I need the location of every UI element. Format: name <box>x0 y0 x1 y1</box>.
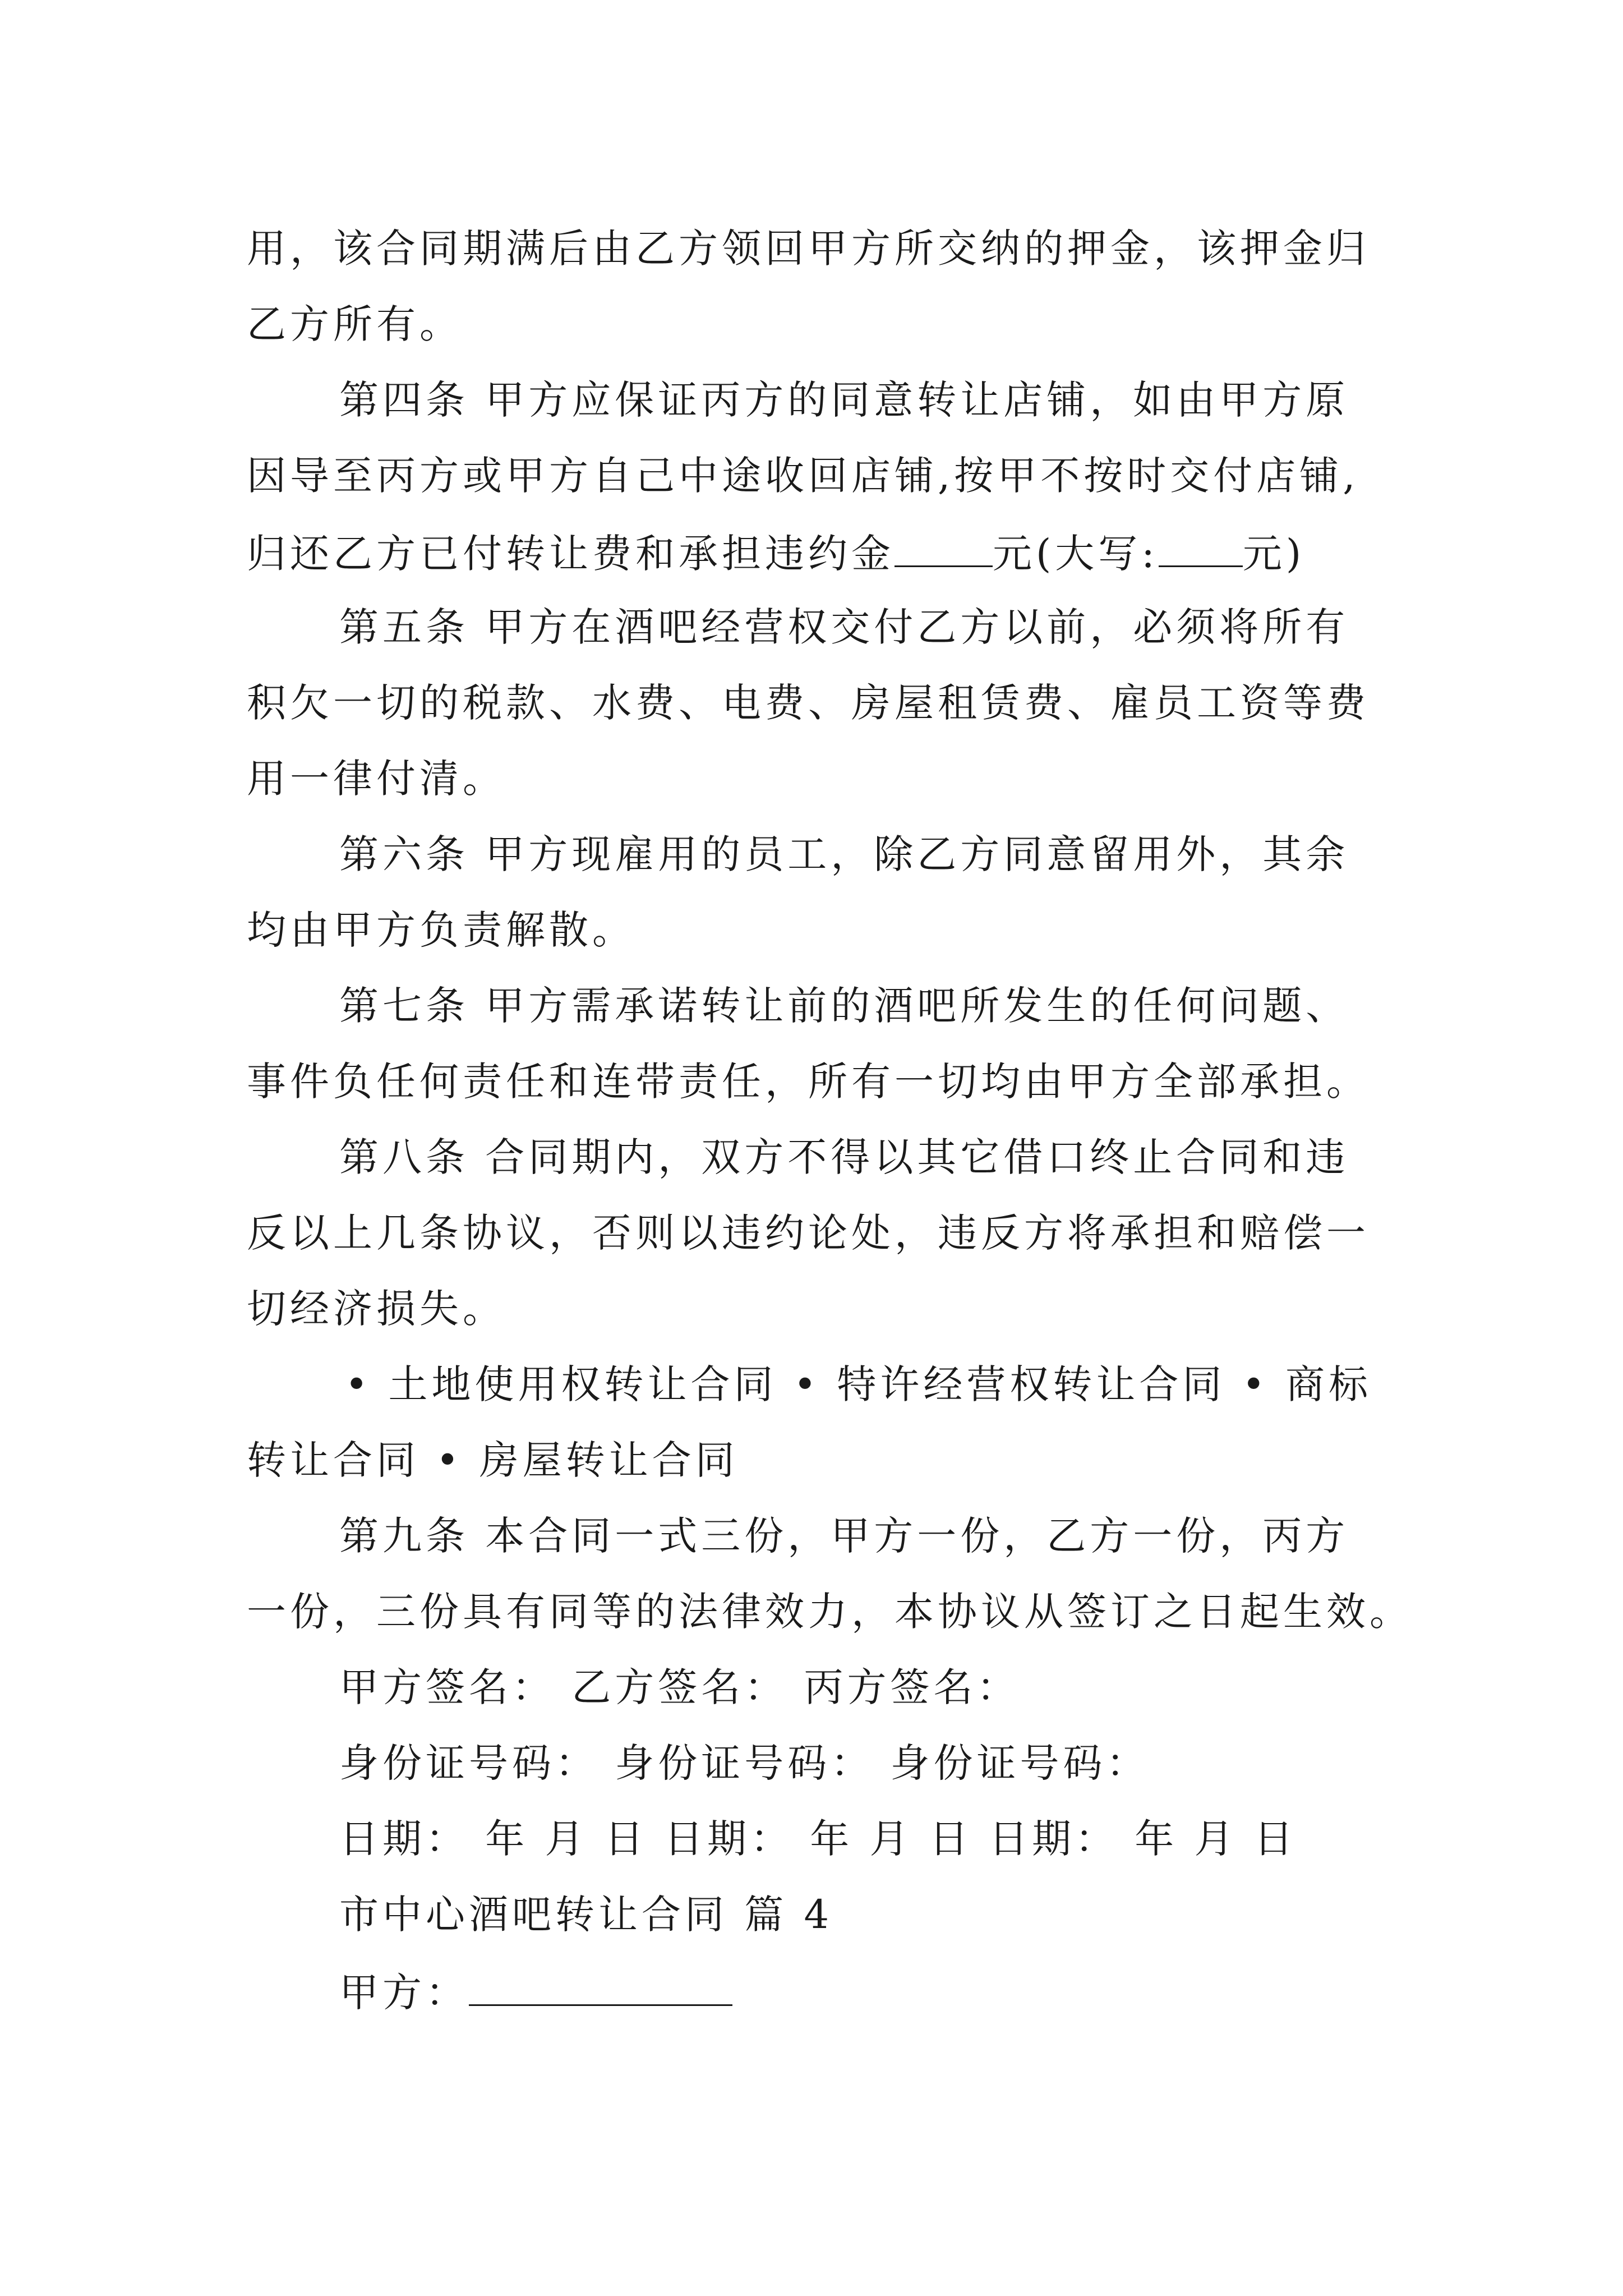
refund-suffix: 元) <box>1242 531 1306 577</box>
clause-9-line: 第九条 本合同一式三份，甲方一份，乙方一份，丙方 <box>339 1513 1349 1559</box>
refund-line <box>247 531 1306 577</box>
refund-mid: 元(大写: <box>993 531 1159 577</box>
paragraph-line: 事件负任何责任和连带责任，所有一切均由甲方全部承担。 <box>247 1059 1370 1105</box>
paragraph-line: 均由甲方负责解散。 <box>247 907 635 953</box>
clause-5-line: 第五条 甲方在酒吧经营权交付乙方以前，必须将所有 <box>339 604 1349 650</box>
clause-7-line: 第七条 甲方需承诺转让前的酒吧所发生的任何问题、 <box>339 983 1349 1029</box>
paragraph-line: 用一律付清。 <box>247 756 506 802</box>
paragraph-line: 切经济损失。 <box>247 1286 506 1332</box>
id-number-line: 身份证号码： 身份证号码： 身份证号码： <box>339 1740 1150 1786</box>
paragraph-line: 乙方所有。 <box>247 301 463 347</box>
clause-8-line: 第八条 合同期内，双方不得以其它借口终止合同和违 <box>339 1134 1349 1180</box>
party-a-blank <box>469 1971 732 2006</box>
clause-4-line: 第四条 甲方应保证丙方的同意转让店铺，如由甲方原 <box>339 377 1349 423</box>
party-a-line <box>339 1970 732 2016</box>
amount-blank <box>895 532 993 567</box>
related-links-line: • 土地使用权转让合同 • 特许经营权转让合同 • 商标 <box>345 1361 1372 1407</box>
related-links-line: 转让合同 • 房屋转让合同 <box>247 1437 739 1483</box>
party-a-label: 甲方： <box>339 1970 469 2016</box>
paragraph-line: 因导至丙方或甲方自己中途收回店铺,按甲不按时交付店铺, <box>247 453 1359 499</box>
refund-prefix: 归还乙方已付转让费和承担违约金 <box>247 531 895 577</box>
section-heading: 市中心酒吧转让合同 篇 4 <box>339 1892 833 1938</box>
paragraph-line: 积欠一切的税款、水费、电费、房屋租赁费、雇员工资等费 <box>247 680 1370 726</box>
date-line: 日期： 年 月 日 日期： 年 月 日 日期： 年 月 日 <box>339 1816 1297 1862</box>
paragraph-line: 反以上几条协议，否则以违约论处，违反方将承担和赔偿一 <box>247 1210 1370 1256</box>
paragraph-line: 一份，三份具有同等的法律效力，本协议从签订之日起生效。 <box>247 1589 1413 1635</box>
paragraph-line: 用，该合同期满后由乙方领回甲方所交纳的押金，该押金归 <box>247 226 1370 272</box>
signature-line: 甲方签名： 乙方签名： 丙方签名： <box>339 1664 1020 1710</box>
amount-words-blank <box>1159 532 1243 567</box>
clause-6-line: 第六条 甲方现雇用的员工，除乙方同意留用外，其余 <box>339 831 1349 877</box>
